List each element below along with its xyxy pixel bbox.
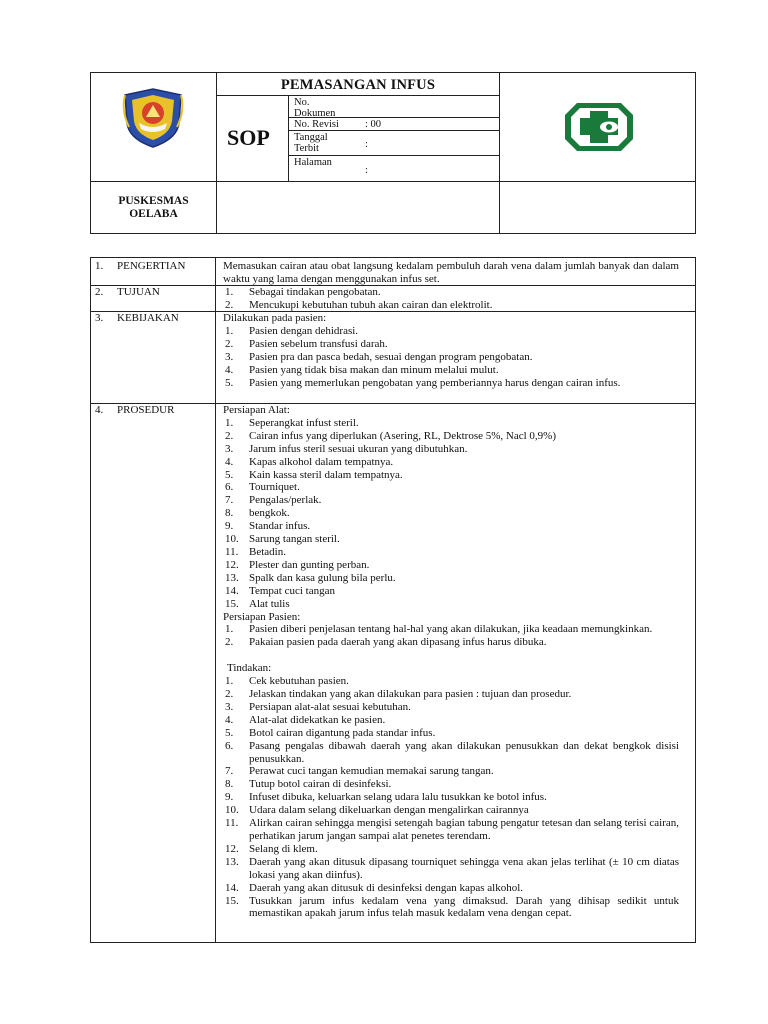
- document-title: PEMASANGAN INFUS: [280, 77, 436, 93]
- section-label-prosedur: 4. PROSEDUR: [95, 404, 175, 416]
- tindakan-item: 14. Daerah yang akan ditusuk di desinfeksi dengan kapas alkohol.: [225, 881, 524, 894]
- kebijakan-item: 4. Pasien yang tidak bisa makan dan minum melalui mulut.: [225, 363, 499, 376]
- section-label-tujuan: 2. TUJUAN: [95, 286, 160, 298]
- tindakan-title: Tindakan:: [227, 662, 272, 675]
- tindakan-item: 3. Persiapan alat-alat sesuai kebutuhan.: [225, 700, 411, 713]
- alat-item: 3. Jarum infus steril sesuai ukuran yang dibutuhkan.: [225, 442, 468, 455]
- tindakan-item: 1. Cek kebutuhan pasien.: [225, 675, 349, 688]
- alat-item: 14. Tempat cuci tangan: [225, 584, 335, 597]
- meta-no-revisi-value: : 00: [365, 119, 382, 130]
- alat-item: 15. Alat tulis: [225, 597, 290, 610]
- tindakan-item: 12. Selang di klem.: [225, 842, 318, 855]
- alat-item: 4. Kapas alkohol dalam tempatnya.: [225, 455, 394, 468]
- alat-item: 10. Sarung tangan steril.: [225, 533, 340, 546]
- puskesmas-logo-icon: [563, 100, 635, 154]
- persiapan-alat-title: Persiapan Alat:: [223, 404, 290, 416]
- alat-item: 13. Spalk dan kasa gulung bila perlu.: [225, 571, 396, 584]
- organization-name: PUSKESMAS OELABA: [118, 195, 189, 220]
- section-label-kebijakan: 3. KEBIJAKAN: [95, 312, 179, 324]
- tujuan-item: 2. Mencukupi kebutuhan tubuh akan cairan dan elektrolit.: [225, 298, 493, 311]
- meta-tanggal-terbit-label: Tanggal Terbit: [294, 132, 328, 154]
- tindakan-item: 5. Botol cairan digantung pada standar infus.: [225, 726, 436, 739]
- tindakan-item: 6. Pasang pengalas dibawah daerah yang akan dilakukan penusukkan dan dekat bengkok disisi penusukkan.: [225, 739, 679, 765]
- meta-tanggal-terbit-value: :: [365, 139, 368, 150]
- kebijakan-block: [223, 312, 679, 389]
- sop-label: SOP: [227, 125, 270, 150]
- tindakan-item: 4. Alat-alat didekatkan ke pasien.: [225, 713, 386, 726]
- tindakan-item: 13. Daerah yang akan ditusuk dipasang tourniquet sehingga vena akan jelas terlihat (± 10 cm diatas lokasi yang akan diinfus).: [225, 855, 679, 881]
- alat-item: 1. Seperangkat infust steril.: [225, 416, 359, 429]
- kebijakan-item: 5. Pasien yang memerlukan pengobatan yang pemberiannya harus dengan cairan infus.: [225, 376, 621, 389]
- meta-no-dokumen-label: No. Dokumen: [294, 97, 336, 119]
- document-header: [90, 72, 696, 234]
- alat-item: 7. Pengalas/perlak.: [225, 494, 322, 507]
- alat-item: 11. Betadin.: [225, 545, 286, 558]
- tindakan-item: 11. Alirkan cairan sehingga mengisi setengah bagian tabung pengatur tetesan dan selang terisi cairan, perhatikan jarum jangan sampai alat penetes terendam.: [225, 817, 679, 842]
- tindakan-item: 8. Tutup botol cairan di desinfeksi.: [225, 778, 392, 791]
- alat-item: 12. Plester dan gunting perban.: [225, 558, 370, 571]
- alat-item: 2. Cairan infus yang diperlukan (Asering, RL, Dektrose 5%, Nacl 0,9%): [225, 429, 557, 442]
- alat-item: 9. Standar infus.: [225, 520, 311, 533]
- alat-item: 8. bengkok.: [225, 507, 290, 520]
- section-label-pengertian: 1. PENGERTIAN: [95, 260, 186, 272]
- alat-item: 6. Tourniquet.: [225, 481, 300, 494]
- meta-halaman-value: :: [365, 165, 368, 176]
- tujuan-list: [223, 286, 679, 312]
- tindakan-item: 15. Tusukkan jarum infus kedalam vena yang dimaksud. Darah yang dihisap sedikit untuk memastikan apakah jarum infus telah masuk kedalam vena dengan cepat.: [225, 894, 679, 920]
- kebijakan-item: 1. Pasien dengan dehidrasi.: [225, 324, 359, 337]
- tindakan-item: 9. Infuset dibuka, keluarkan selang udara lalu tusukkan ke botol infus.: [225, 791, 547, 804]
- tindakan-item: 10. Udara dalam selang dikeluarkan dengan mengalirkan cairannya: [225, 804, 529, 817]
- alat-item: 5. Kain kassa steril dalam tempatnya.: [225, 468, 403, 481]
- meta-halaman-label: Halaman: [294, 157, 332, 168]
- meta-no-revisi-label: No. Revisi: [294, 119, 339, 130]
- persiapan-pasien-title: Persiapan Pasien:: [223, 610, 301, 623]
- regional-emblem-icon: [119, 87, 187, 149]
- tindakan-item: 7. Perawat cuci tangan kemudian memakai sarung tangan.: [225, 765, 494, 778]
- tindakan-item: 2. Jelaskan tindakan yang akan dilakukan para pasien : tujuan dan prosedur.: [225, 688, 572, 701]
- kebijakan-item: 3. Pasien pra dan pasca bedah, sesuai dengan program pengobatan.: [225, 350, 533, 363]
- sop-table: [90, 257, 696, 943]
- pengertian-text: Memasukan cairan atau obat langsung kedalam pembuluh darah vena dalam jumlah banyak dan dalam waktu yang lama dengan menggunakan infus set.: [223, 260, 679, 285]
- pasien-item: 2. Pakaian pasien pada daerah yang akan dipasang infus harus dibuka.: [225, 636, 547, 649]
- prosedur-block: [223, 404, 679, 920]
- pasien-item: 1. Pasien diberi penjelasan tentang hal-hal yang akan dilakukan, jika keadaan memungkinkan.: [225, 623, 653, 636]
- tujuan-item: 1. Sebagai tindakan pengobatan.: [225, 286, 381, 298]
- kebijakan-intro: Dilakukan pada pasien:: [223, 312, 327, 324]
- kebijakan-item: 2. Pasien sebelum transfusi darah.: [225, 337, 388, 350]
